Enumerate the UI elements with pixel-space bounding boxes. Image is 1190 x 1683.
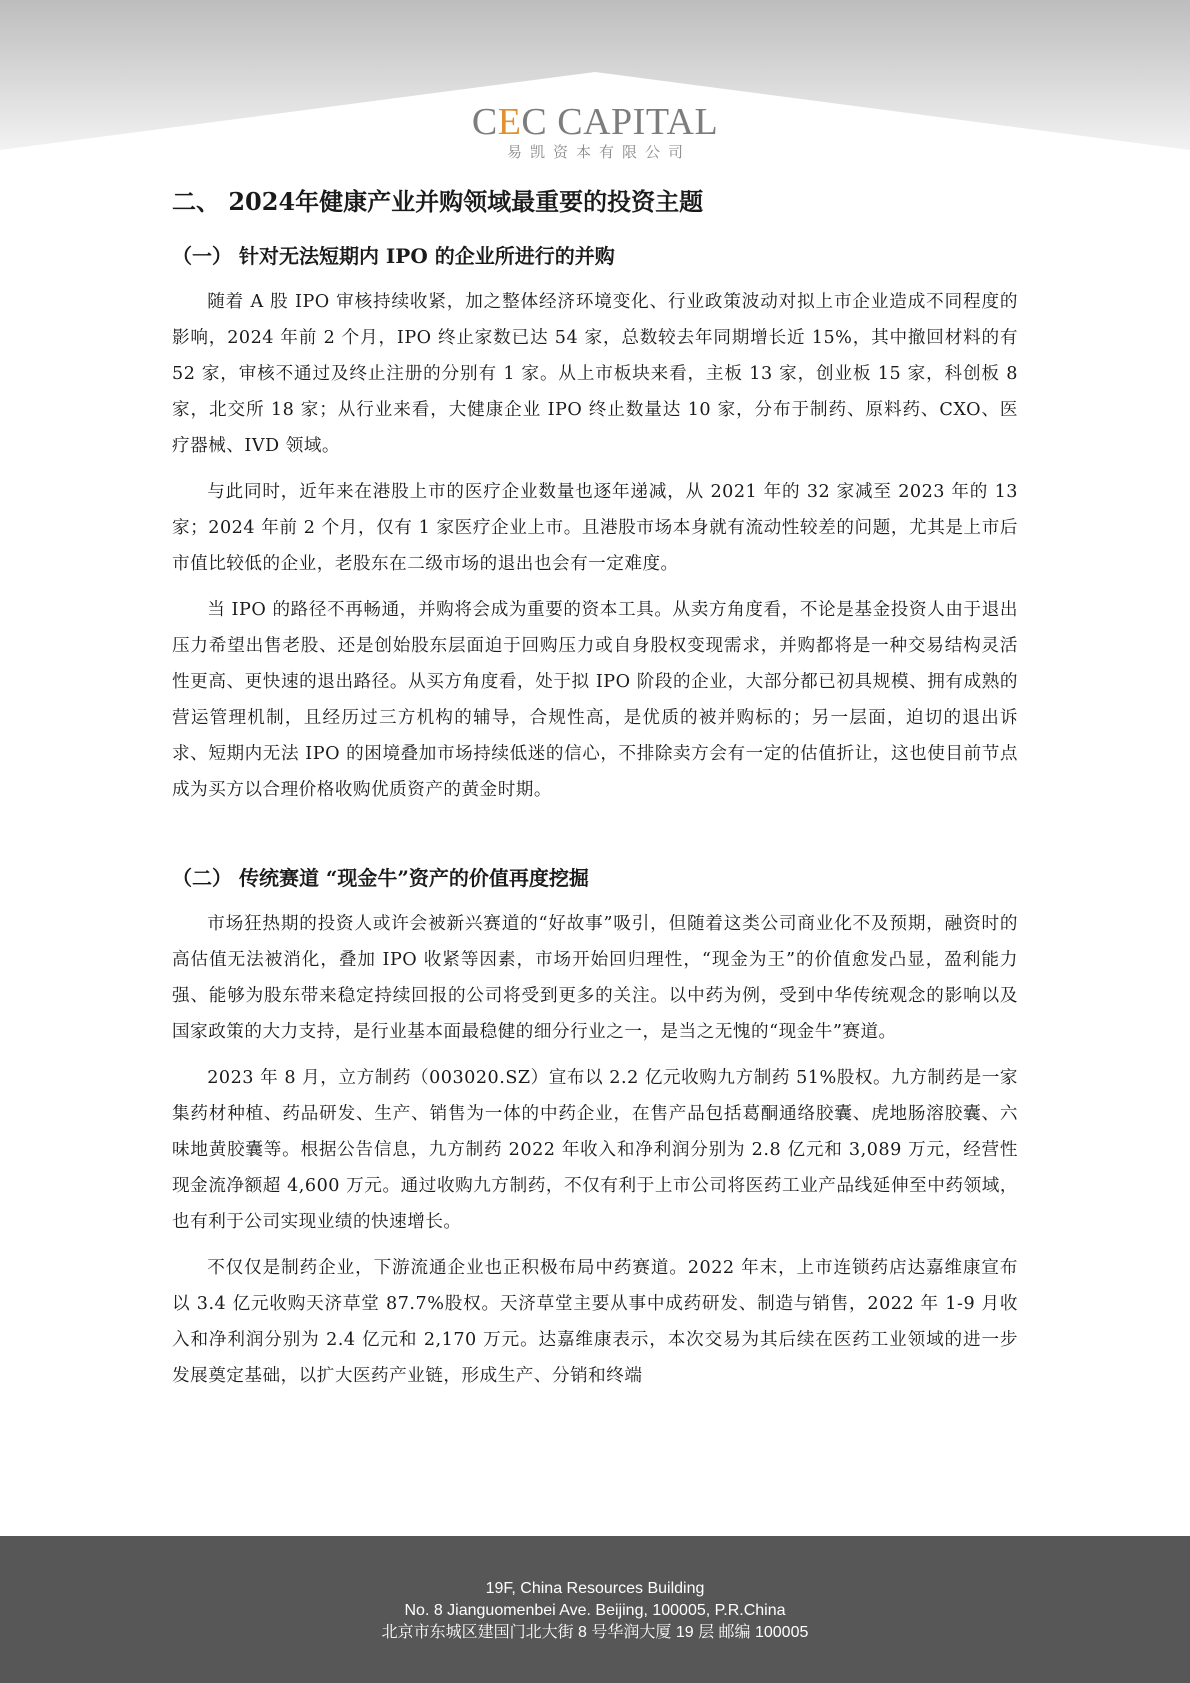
paragraph: 市场狂热期的投资人或许会被新兴赛道的“好故事”吸引，但随着这类公司商业化不及预期，融资时的高估值无法被消化，叠加 IPO 收紧等因素，市场开始回归理性，“现金为王”的价值愈发凸显，盈利能力强、能够为股东带来稳定持续回报的公司将受到更多的关注。以中药为例，受到中华传统观念的影响以及国家政策的大力支持，是行业基本面最稳健的细分行业之一，是当之无愧的“现金牛”赛道。 <box>172 914 1018 1042</box>
subsection-title-1: （一） 针对无法短期内 IPO 的企业所进行的并购 <box>172 244 615 268</box>
section-spacer <box>172 818 1018 860</box>
footer-address-line-2: No. 8 Jianguomenbei Ave. Beijing, 100005, P.R.China <box>404 1602 786 1619</box>
logo-wordmark: CEC CAPITAL <box>471 101 719 143</box>
footer-address-line-1: 19F, China Resources Building <box>485 1580 705 1597</box>
document-body <box>172 182 1018 1404</box>
page-footer <box>0 1536 1190 1683</box>
paragraph: 2023 年 8 月，立方制药（003020.SZ）宣布以 2.2 亿元收购九方制药 51%股权。九方制药是一家集药材种植、药品研发、生产、销售为一体的中药企业，在售产品包括葛酮通络胶囊、虎地肠溶胶囊、六味地黄胶囊等。根据公告信息，九方制药 2022 年收入和净利润分别为 2.8 亿元和 3,089 万元，经营性现金流净额超 4,600 万元。通过收购九方制药，不仅有利于上市公司将医药工业产品线延伸至中药领域，也有利于公司实现业绩的快速增长。 <box>172 1068 1018 1232</box>
company-logo <box>0 102 1190 162</box>
paragraph: 随着 A 股 IPO 审核持续收紧，加之整体经济环境变化、行业政策波动对拟上市企业造成不同程度的影响，2024 年前 2 个月，IPO 终止家数已达 54 家，总数较去年同期增长近 15%，其中撤回材料的有 52 家，审核不通过及终止注册的分别有 1 家。从上市板块来看，主板 13 家，创业板 15 家，科创板 8 家，北交所 18 家；从行业来看，大健康企业 IPO 终止数量达 10 家，分布于制药、原料药、CXO、医疗器械、IVD 领域。 <box>172 292 1018 456</box>
footer-address-line-3: 北京市东城区建国门北大街 8 号华润大厦 19 层 邮编 100005 <box>381 1624 809 1641</box>
section-title: 二、 2024年健康产业并购领域最重要的投资主题 <box>172 187 704 216</box>
paragraph: 不仅仅是制药企业，下游流通企业也正积极布局中药赛道。2022 年末，上市连锁药店达嘉维康宣布以 3.4 亿元收购天济草堂 87.7%股权。天济草堂主要从事中成药研发、制造与销售，2022 年 1-9 月收入和净利润分别为 2.4 亿元和 2,170 万元。达嘉维康表示，本次交易为其后续在医药工业领域的进一步发展奠定基础，以扩大医药产业链，形成生产、分销和终端 <box>172 1258 1018 1386</box>
paragraph: 当 IPO 的路径不再畅通，并购将会成为重要的资本工具。从卖方角度看，不论是基金投资人由于退出压力希望出售老股、还是创始股东层面迫于回购压力或自身股权变现需求，并购都将是一种交易结构灵活性更高、更快速的退出路径。从买方角度看，处于拟 IPO 阶段的企业，大部分都已初具规模、拥有成熟的营运管理机制，且经历过三方机构的辅导，合规性高，是优质的被并购标的；另一层面，迫切的退出诉求、短期内无法 IPO 的困境叠加市场持续低迷的信心，不排除卖方会有一定的估值折让，这也使目前节点成为买方以合理价格收购优质资产的黄金时期。 <box>172 600 1018 800</box>
logo-subtitle: 易凯资本有限公司 <box>506 143 691 161</box>
paragraph: 与此同时，近年来在港股上市的医疗企业数量也逐年递减，从 2021 年的 32 家减至 2023 年的 13 家；2024 年前 2 个月，仅有 1 家医疗企业上市。且港股市场本身就有流动性较差的问题，尤其是上市后市值比较低的企业，老股东在二级市场的退出也会有一定难度。 <box>172 482 1018 574</box>
subsection-title-2: （二） 传统赛道 “现金牛”资产的价值再度挖掘 <box>172 866 589 890</box>
